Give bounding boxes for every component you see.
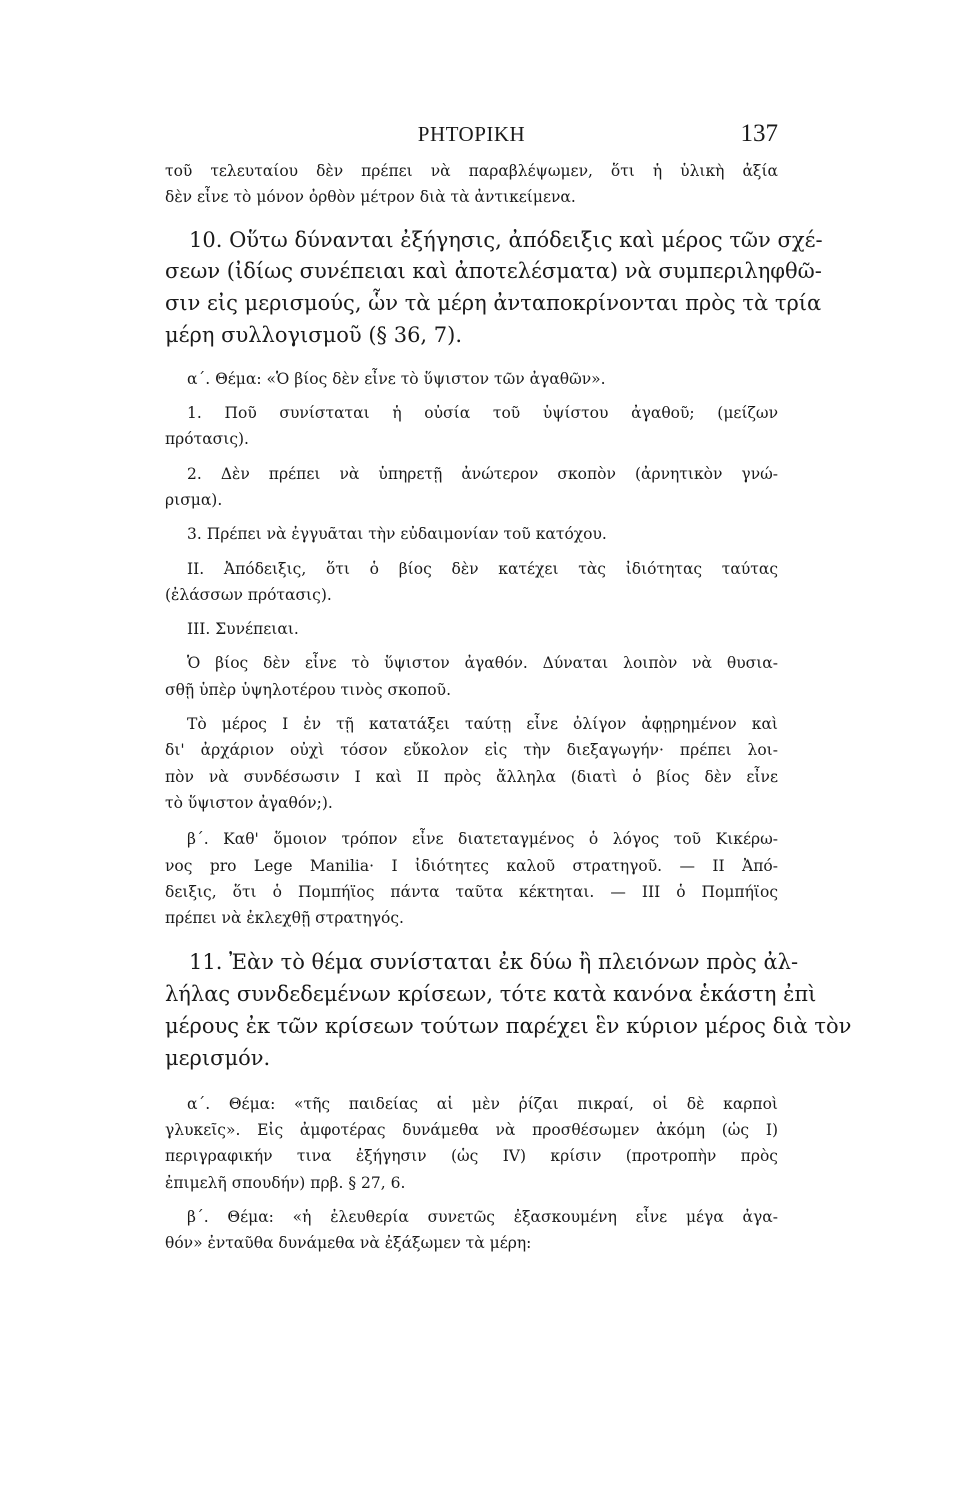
text-line: δὲν εἶνε τὸ μόνον ὀρθὸν μέτρον διὰ τὰ ἀντικείμενα. xyxy=(165,188,576,207)
page-body xyxy=(165,158,852,1256)
text-line: Ὁ βίος δὲν εἶνε τὸ ὕψιστον ἀγαθόν. Δύναται λοιπὸν νὰ θυσια- xyxy=(187,654,778,673)
example-alpha-line: γλυκεῖς». Εἰς ἀμφοτέρας δυνάμεθα νὰ προσθέσωμεν ἀκόμη (ὡς I) xyxy=(165,1120,778,1139)
text-line: 3. Πρέπει νὰ ἐγγυᾶται τὴν εὐδαιμονίαν τοῦ κατόχου. xyxy=(187,525,607,544)
text-line: II. Ἀπόδειξις, ὅτι ὁ βίος δὲν κατέχει τὰς ἰδιότητας ταύτας xyxy=(187,559,778,578)
paragraph-11-line: μερισμόν. xyxy=(165,1045,271,1070)
text-line: δι' ἀρχάριον οὐχὶ τόσον εὔκολον εἰς τὴν διεξαγωγήν· πρέπει λοι- xyxy=(165,741,778,760)
text-line: ρισμα). xyxy=(165,490,223,509)
text-line: σθῇ ὑπὲρ ὑψηλοτέρου τινὸς σκοποῦ. xyxy=(165,680,451,699)
text-line: πρότασις). xyxy=(165,430,249,449)
paragraph-11-line: λήλας συνδεδεμένων κρίσεων, τότε κατὰ κανόνα ἑκάστη ἐπὶ xyxy=(165,982,817,1007)
example-beta-line: δειξις, ὅτι ὁ Πομπήϊος πάντα ταῦτα κέκτηται. — III ὁ Πομπήϊος xyxy=(165,882,778,901)
paragraph-10-line: σιν εἰς μερισμούς, ὧν τὰ μέρη ἀνταποκρίνονται πρὸς τὰ τρία xyxy=(165,291,822,316)
example-alpha-line: α΄. Θέμα: «τῆς παιδείας αἱ μὲν ῥίζαι πικραί, οἱ δὲ καρποὶ xyxy=(187,1094,778,1113)
paragraph-10-line: σεων (ἰδίως συνέπειαι καὶ ἀποτελέσματα) νὰ συμπεριληφθῶ- xyxy=(165,259,822,284)
paragraph-10-line: μέρη συλλογισμοῦ (§ 36, 7). xyxy=(165,322,463,347)
text-line: τὸ ὕψιστον ἀγαθόν;). xyxy=(165,793,333,812)
example-beta-line: πρέπει νὰ ἐκλεχθῇ στρατηγός. xyxy=(165,909,404,928)
example-beta-line: θόν» ἐνταῦθα δυνάμεθα νὰ ἐξάξωμεν τὰ μέρη: xyxy=(165,1234,532,1253)
page-number: 137 xyxy=(740,120,778,147)
paragraph-10-line: 10. Οὕτω δύνανται ἐξήγησις, ἀπόδειξις καὶ μέρος τῶν σχέ- xyxy=(189,227,823,252)
example-beta-line: β΄. Καθ' ὅμοιον τρόπον εἶνε διατεταγμένος ὁ λόγος τοῦ Κικέρω- xyxy=(187,830,778,849)
paragraph-11-line: 11. Ἐὰν τὸ θέμα συνίσταται ἐκ δύω ἢ πλειόνων πρὸς ἀλ- xyxy=(189,950,799,975)
text-line: (ἐλάσσων πρότασις). xyxy=(165,585,332,604)
running-title: ΡΗΤΟΡΙΚΗ xyxy=(417,122,526,146)
text-line: III. Συνέπειαι. xyxy=(187,620,299,639)
text-line: 1. Ποῦ συνίσταται ἡ οὐσία τοῦ ὑψίστου ἀγαθοῦ; (μείζων xyxy=(187,404,778,423)
text-line: Τὸ μέρος I ἐν τῇ κατατάξει ταύτῃ εἶνε ὀλίγον ἀφῃρημένον καὶ xyxy=(187,715,778,734)
example-beta-line: νος pro Lege Manilia· I ἰδιότητες καλοῦ στρατηγοῦ. — II Ἀπό- xyxy=(165,856,778,875)
paragraph-11-line: μέρους ἐκ τῶν κρίσεων τούτων παρέχει ἓν κύριον μέρος διὰ τὸν xyxy=(165,1014,852,1039)
page-header xyxy=(165,122,778,156)
text-line: πὸν νὰ συνδέσωσιν I καὶ II πρὸς ἄλληλα (διατὶ ὁ βίος δὲν εἶνε xyxy=(165,767,778,786)
text-line: 2. Δὲν πρέπει νὰ ὑπηρετῇ ἀνώτερον σκοπὸν (ἀρνητικὸν γνώ- xyxy=(187,464,778,483)
text-line: τοῦ τελευταίου δὲν πρέπει νὰ παραβλέψωμεν, ὅτι ἡ ὑλικὴ ἀξία xyxy=(165,162,778,180)
example-alpha-line: ἐπιμελῆ σπουδήν) πρβ. § 27, 6. xyxy=(165,1173,406,1192)
example-beta-line: β΄. Θέμα: «ἡ ἐλευθερία συνετῶς ἐξασκουμένη εἶνε μέγα ἀγα- xyxy=(187,1207,778,1226)
example-alpha-heading: α΄. Θέμα: «Ὁ βίος δὲν εἶνε τὸ ὕψιστον τῶν ἀγαθῶν». xyxy=(187,369,606,388)
example-alpha-line: περιγραφικήν τινα ἐξήγησιν (ὡς IV) κρίσιν (προτροπὴν πρὸς xyxy=(165,1147,778,1166)
